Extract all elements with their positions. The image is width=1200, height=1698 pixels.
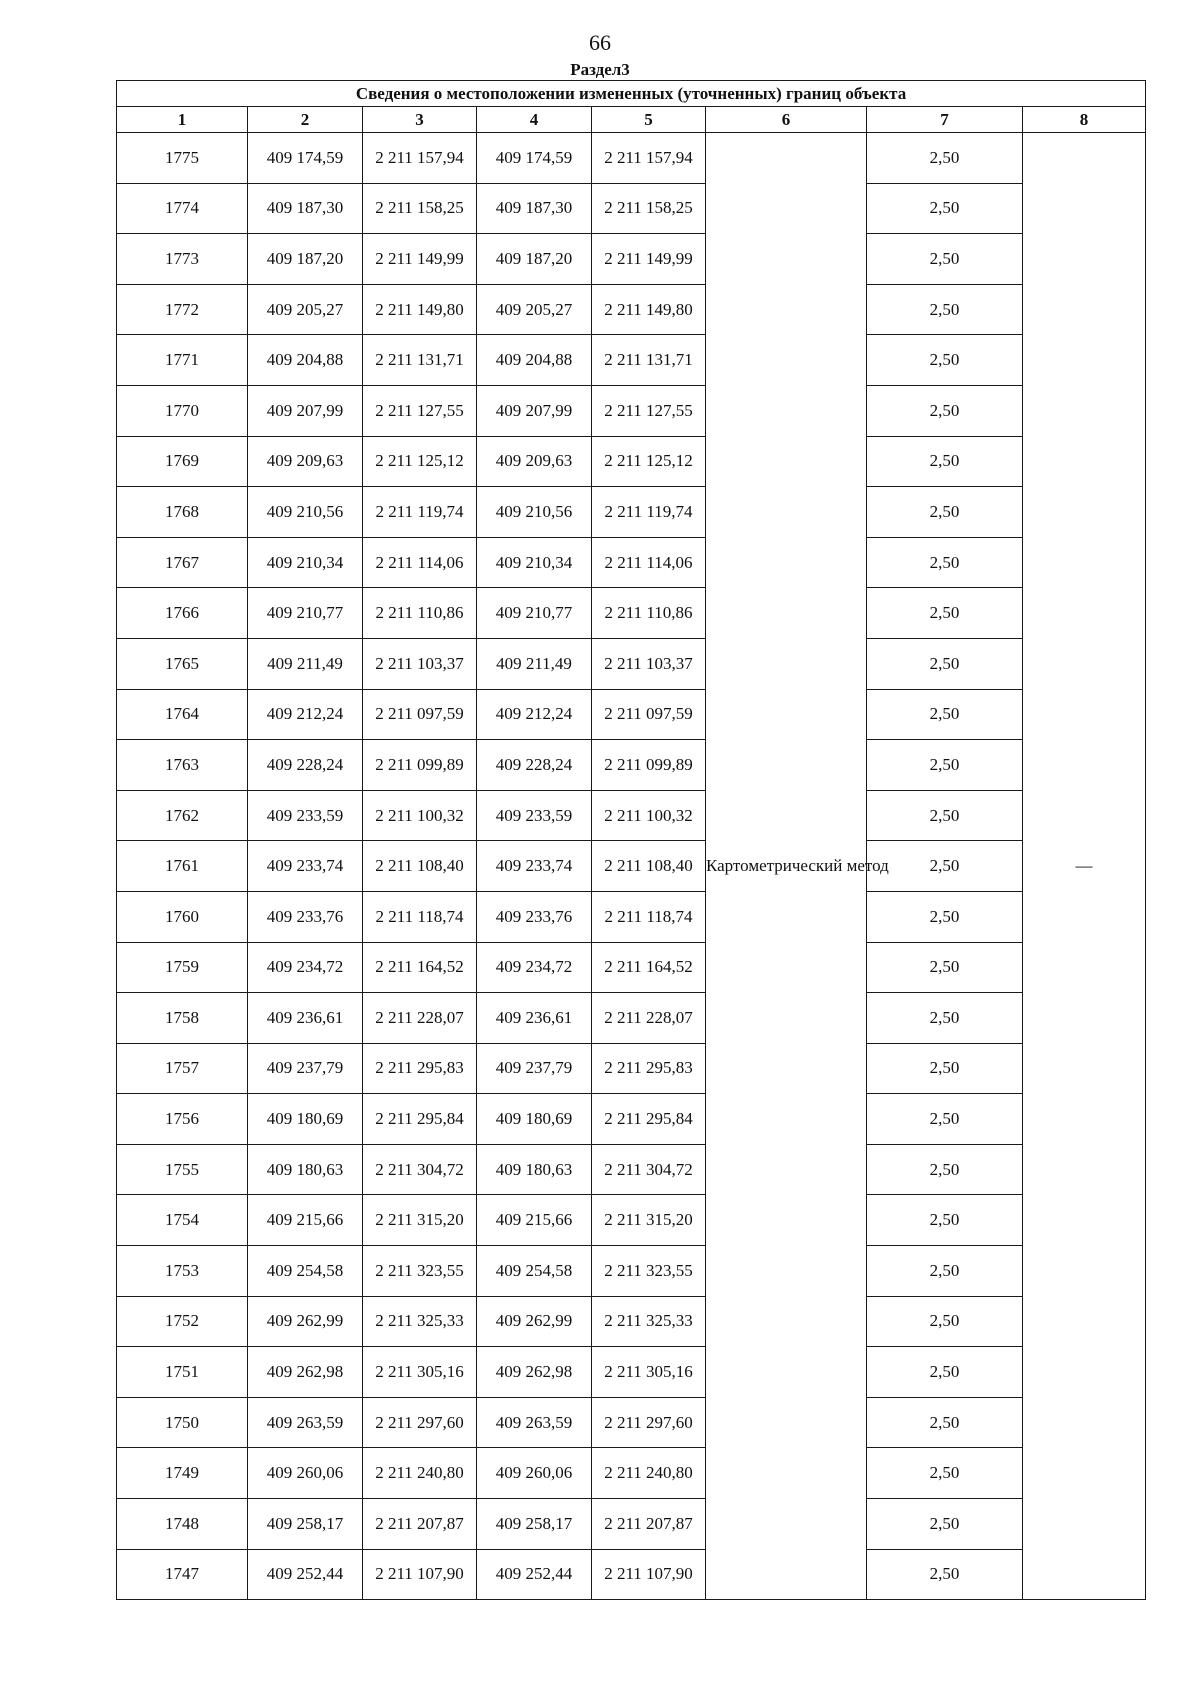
- y-refined-cell: 2 211 103,37: [592, 638, 706, 689]
- x-refined-cell: 409 212,24: [477, 689, 592, 740]
- y-refined-cell: 2 211 315,20: [592, 1195, 706, 1246]
- y-refined-cell: 2 211 157,94: [592, 133, 706, 184]
- x-existing-cell: 409 209,63: [248, 436, 363, 487]
- y-existing-cell: 2 211 127,55: [363, 385, 477, 436]
- accuracy-cell: 2,50: [867, 1144, 1023, 1195]
- point-number-cell: 1750: [117, 1397, 248, 1448]
- point-number-cell: 1751: [117, 1347, 248, 1398]
- y-refined-cell: 2 211 228,07: [592, 993, 706, 1044]
- x-refined-cell: 409 237,79: [477, 1043, 592, 1094]
- y-refined-cell: 2 211 149,80: [592, 284, 706, 335]
- y-existing-cell: 2 211 119,74: [363, 487, 477, 538]
- x-existing-cell: 409 260,06: [248, 1448, 363, 1499]
- y-existing-cell: 2 211 158,25: [363, 183, 477, 234]
- page-number: 66: [589, 30, 611, 55]
- column-number-row: [117, 107, 1146, 133]
- x-existing-cell: 409 228,24: [248, 740, 363, 791]
- x-refined-cell: 409 254,58: [477, 1246, 592, 1297]
- accuracy-cell: 2,50: [867, 638, 1023, 689]
- table-row: [117, 1448, 1146, 1499]
- accuracy-cell: 2,50: [867, 1195, 1023, 1246]
- table-row: [117, 487, 1146, 538]
- accuracy-cell: 2,50: [867, 1296, 1023, 1347]
- table-row: [117, 790, 1146, 841]
- accuracy-cell: 2,50: [867, 1448, 1023, 1499]
- x-existing-cell: 409 233,76: [248, 891, 363, 942]
- y-existing-cell: 2 211 131,71: [363, 335, 477, 386]
- y-refined-cell: 2 211 127,55: [592, 385, 706, 436]
- y-refined-cell: 2 211 110,86: [592, 588, 706, 639]
- y-existing-cell: 2 211 149,80: [363, 284, 477, 335]
- table-row: [117, 993, 1146, 1044]
- section-title: Раздел3: [570, 60, 630, 79]
- x-refined-cell: 409 263,59: [477, 1397, 592, 1448]
- point-number-cell: 1766: [117, 588, 248, 639]
- y-existing-cell: 2 211 295,83: [363, 1043, 477, 1094]
- x-existing-cell: 409 174,59: [248, 133, 363, 184]
- x-existing-cell: 409 233,74: [248, 841, 363, 892]
- accuracy-cell: 2,50: [867, 588, 1023, 639]
- table-row: [117, 841, 1146, 892]
- table-row: [117, 1246, 1146, 1297]
- y-existing-cell: 2 211 323,55: [363, 1246, 477, 1297]
- point-number-cell: 1757: [117, 1043, 248, 1094]
- x-existing-cell: 409 262,98: [248, 1347, 363, 1398]
- point-number-cell: 1748: [117, 1499, 248, 1550]
- table-row: [117, 1094, 1146, 1145]
- point-number-cell: 1767: [117, 537, 248, 588]
- table-row: [117, 1144, 1146, 1195]
- accuracy-cell: 2,50: [867, 841, 1023, 892]
- table-row: [117, 335, 1146, 386]
- table-caption-row: [117, 81, 1146, 107]
- x-existing-cell: 409 210,56: [248, 487, 363, 538]
- x-existing-cell: 409 187,20: [248, 234, 363, 285]
- x-refined-cell: 409 210,77: [477, 588, 592, 639]
- point-number-cell: 1747: [117, 1549, 248, 1600]
- y-existing-cell: 2 211 107,90: [363, 1549, 477, 1600]
- accuracy-cell: 2,50: [867, 436, 1023, 487]
- y-existing-cell: 2 211 097,59: [363, 689, 477, 740]
- accuracy-cell: 2,50: [867, 790, 1023, 841]
- boundary-coordinates-table: [116, 80, 1146, 1600]
- table-row: [117, 1397, 1146, 1448]
- x-refined-cell: 409 260,06: [477, 1448, 592, 1499]
- accuracy-cell: 2,50: [867, 133, 1023, 184]
- accuracy-cell: 2,50: [867, 183, 1023, 234]
- point-number-cell: 1765: [117, 638, 248, 689]
- column-number: 7: [867, 107, 1023, 133]
- column-number: 1: [117, 107, 248, 133]
- y-refined-cell: 2 211 119,74: [592, 487, 706, 538]
- x-existing-cell: 409 180,63: [248, 1144, 363, 1195]
- point-number-cell: 1773: [117, 234, 248, 285]
- x-refined-cell: 409 233,59: [477, 790, 592, 841]
- point-number-cell: 1769: [117, 436, 248, 487]
- x-existing-cell: 409 254,58: [248, 1246, 363, 1297]
- y-refined-cell: 2 211 107,90: [592, 1549, 706, 1600]
- x-existing-cell: 409 263,59: [248, 1397, 363, 1448]
- y-refined-cell: 2 211 323,55: [592, 1246, 706, 1297]
- x-existing-cell: 409 258,17: [248, 1499, 363, 1550]
- x-refined-cell: 409 209,63: [477, 436, 592, 487]
- table-row: [117, 638, 1146, 689]
- point-number-cell: 1768: [117, 487, 248, 538]
- x-existing-cell: 409 233,59: [248, 790, 363, 841]
- method-cell: Картометрический метод: [706, 133, 867, 1600]
- x-refined-cell: 409 174,59: [477, 133, 592, 184]
- point-number-cell: 1770: [117, 385, 248, 436]
- accuracy-cell: 2,50: [867, 1094, 1023, 1145]
- column-number: 4: [477, 107, 592, 133]
- y-existing-cell: 2 211 295,84: [363, 1094, 477, 1145]
- accuracy-cell: 2,50: [867, 1347, 1023, 1398]
- y-existing-cell: 2 211 125,12: [363, 436, 477, 487]
- y-existing-cell: 2 211 118,74: [363, 891, 477, 942]
- point-number-cell: 1749: [117, 1448, 248, 1499]
- x-refined-cell: 409 187,30: [477, 183, 592, 234]
- x-existing-cell: 409 262,99: [248, 1296, 363, 1347]
- accuracy-cell: 2,50: [867, 1499, 1023, 1550]
- table-caption: Сведения о местоположении измененных (уточненных) границ объекта: [117, 81, 1146, 107]
- x-refined-cell: 409 258,17: [477, 1499, 592, 1550]
- table-row: [117, 385, 1146, 436]
- y-refined-cell: 2 211 097,59: [592, 689, 706, 740]
- x-refined-cell: 409 211,49: [477, 638, 592, 689]
- x-refined-cell: 409 204,88: [477, 335, 592, 386]
- accuracy-cell: 2,50: [867, 942, 1023, 993]
- x-existing-cell: 409 236,61: [248, 993, 363, 1044]
- x-refined-cell: 409 205,27: [477, 284, 592, 335]
- point-number-cell: 1775: [117, 133, 248, 184]
- x-refined-cell: 409 210,34: [477, 537, 592, 588]
- table-row: [117, 234, 1146, 285]
- x-existing-cell: 409 204,88: [248, 335, 363, 386]
- x-existing-cell: 409 205,27: [248, 284, 363, 335]
- x-existing-cell: 409 207,99: [248, 385, 363, 436]
- y-existing-cell: 2 211 228,07: [363, 993, 477, 1044]
- x-existing-cell: 409 252,44: [248, 1549, 363, 1600]
- y-refined-cell: 2 211 240,80: [592, 1448, 706, 1499]
- point-number-cell: 1759: [117, 942, 248, 993]
- point-number-cell: 1772: [117, 284, 248, 335]
- accuracy-cell: 2,50: [867, 993, 1023, 1044]
- x-refined-cell: 409 215,66: [477, 1195, 592, 1246]
- accuracy-cell: 2,50: [867, 891, 1023, 942]
- column-number: 8: [1023, 107, 1146, 133]
- y-existing-cell: 2 211 207,87: [363, 1499, 477, 1550]
- table-row: [117, 133, 1146, 184]
- y-refined-cell: 2 211 131,71: [592, 335, 706, 386]
- table-row: [117, 1347, 1146, 1398]
- y-existing-cell: 2 211 164,52: [363, 942, 477, 993]
- point-number-cell: 1760: [117, 891, 248, 942]
- x-existing-cell: 409 215,66: [248, 1195, 363, 1246]
- accuracy-cell: 2,50: [867, 335, 1023, 386]
- table-row: [117, 1195, 1146, 1246]
- x-refined-cell: 409 228,24: [477, 740, 592, 791]
- y-refined-cell: 2 211 295,84: [592, 1094, 706, 1145]
- y-existing-cell: 2 211 110,86: [363, 588, 477, 639]
- y-existing-cell: 2 211 305,16: [363, 1347, 477, 1398]
- y-existing-cell: 2 211 325,33: [363, 1296, 477, 1347]
- point-number-cell: 1758: [117, 993, 248, 1044]
- point-number-cell: 1755: [117, 1144, 248, 1195]
- x-refined-cell: 409 187,20: [477, 234, 592, 285]
- accuracy-cell: 2,50: [867, 1043, 1023, 1094]
- y-refined-cell: 2 211 295,83: [592, 1043, 706, 1094]
- point-number-cell: 1764: [117, 689, 248, 740]
- x-existing-cell: 409 210,77: [248, 588, 363, 639]
- y-existing-cell: 2 211 157,94: [363, 133, 477, 184]
- x-refined-cell: 409 207,99: [477, 385, 592, 436]
- point-number-cell: 1756: [117, 1094, 248, 1145]
- table-row: [117, 740, 1146, 791]
- table-row: [117, 436, 1146, 487]
- column-8-dash-cell: —: [1023, 133, 1146, 1600]
- y-refined-cell: 2 211 297,60: [592, 1397, 706, 1448]
- y-existing-cell: 2 211 103,37: [363, 638, 477, 689]
- x-refined-cell: 409 180,63: [477, 1144, 592, 1195]
- y-refined-cell: 2 211 118,74: [592, 891, 706, 942]
- y-refined-cell: 2 211 108,40: [592, 841, 706, 892]
- y-refined-cell: 2 211 100,32: [592, 790, 706, 841]
- table-row: [117, 1043, 1146, 1094]
- point-number-cell: 1771: [117, 335, 248, 386]
- accuracy-cell: 2,50: [867, 1397, 1023, 1448]
- column-number: 2: [248, 107, 363, 133]
- y-existing-cell: 2 211 114,06: [363, 537, 477, 588]
- table-row: [117, 183, 1146, 234]
- y-refined-cell: 2 211 304,72: [592, 1144, 706, 1195]
- table-row: [117, 1549, 1146, 1600]
- point-number-cell: 1762: [117, 790, 248, 841]
- accuracy-cell: 2,50: [867, 487, 1023, 538]
- table-row: [117, 1296, 1146, 1347]
- point-number-cell: 1763: [117, 740, 248, 791]
- accuracy-cell: 2,50: [867, 284, 1023, 335]
- y-existing-cell: 2 211 315,20: [363, 1195, 477, 1246]
- x-existing-cell: 409 237,79: [248, 1043, 363, 1094]
- accuracy-cell: 2,50: [867, 1549, 1023, 1600]
- y-refined-cell: 2 211 114,06: [592, 537, 706, 588]
- y-existing-cell: 2 211 108,40: [363, 841, 477, 892]
- table-row: [117, 942, 1146, 993]
- x-refined-cell: 409 252,44: [477, 1549, 592, 1600]
- y-refined-cell: 2 211 325,33: [592, 1296, 706, 1347]
- x-existing-cell: 409 212,24: [248, 689, 363, 740]
- x-refined-cell: 409 262,98: [477, 1347, 592, 1398]
- accuracy-cell: 2,50: [867, 689, 1023, 740]
- x-refined-cell: 409 233,74: [477, 841, 592, 892]
- x-existing-cell: 409 187,30: [248, 183, 363, 234]
- x-refined-cell: 409 233,76: [477, 891, 592, 942]
- accuracy-cell: 2,50: [867, 234, 1023, 285]
- point-number-cell: 1753: [117, 1246, 248, 1297]
- x-refined-cell: 409 210,56: [477, 487, 592, 538]
- x-refined-cell: 409 180,69: [477, 1094, 592, 1145]
- y-existing-cell: 2 211 240,80: [363, 1448, 477, 1499]
- table-row: [117, 689, 1146, 740]
- accuracy-cell: 2,50: [867, 385, 1023, 436]
- table-row: [117, 537, 1146, 588]
- y-existing-cell: 2 211 304,72: [363, 1144, 477, 1195]
- y-existing-cell: 2 211 100,32: [363, 790, 477, 841]
- accuracy-cell: 2,50: [867, 537, 1023, 588]
- table-row: [117, 284, 1146, 335]
- x-refined-cell: 409 236,61: [477, 993, 592, 1044]
- table-row: [117, 588, 1146, 639]
- y-refined-cell: 2 211 164,52: [592, 942, 706, 993]
- point-number-cell: 1774: [117, 183, 248, 234]
- y-refined-cell: 2 211 207,87: [592, 1499, 706, 1550]
- point-number-cell: 1754: [117, 1195, 248, 1246]
- x-existing-cell: 409 210,34: [248, 537, 363, 588]
- column-number: 3: [363, 107, 477, 133]
- y-refined-cell: 2 211 158,25: [592, 183, 706, 234]
- accuracy-cell: 2,50: [867, 1246, 1023, 1297]
- x-existing-cell: 409 180,69: [248, 1094, 363, 1145]
- column-number: 6: [706, 107, 867, 133]
- x-refined-cell: 409 262,99: [477, 1296, 592, 1347]
- column-number: 5: [592, 107, 706, 133]
- y-existing-cell: 2 211 149,99: [363, 234, 477, 285]
- y-existing-cell: 2 211 297,60: [363, 1397, 477, 1448]
- table-row: [117, 1499, 1146, 1550]
- y-existing-cell: 2 211 099,89: [363, 740, 477, 791]
- table-row: [117, 891, 1146, 942]
- y-refined-cell: 2 211 099,89: [592, 740, 706, 791]
- x-existing-cell: 409 234,72: [248, 942, 363, 993]
- point-number-cell: 1761: [117, 841, 248, 892]
- accuracy-cell: 2,50: [867, 740, 1023, 791]
- x-existing-cell: 409 211,49: [248, 638, 363, 689]
- y-refined-cell: 2 211 305,16: [592, 1347, 706, 1398]
- y-refined-cell: 2 211 125,12: [592, 436, 706, 487]
- table-body: [117, 133, 1146, 1600]
- y-refined-cell: 2 211 149,99: [592, 234, 706, 285]
- x-refined-cell: 409 234,72: [477, 942, 592, 993]
- point-number-cell: 1752: [117, 1296, 248, 1347]
